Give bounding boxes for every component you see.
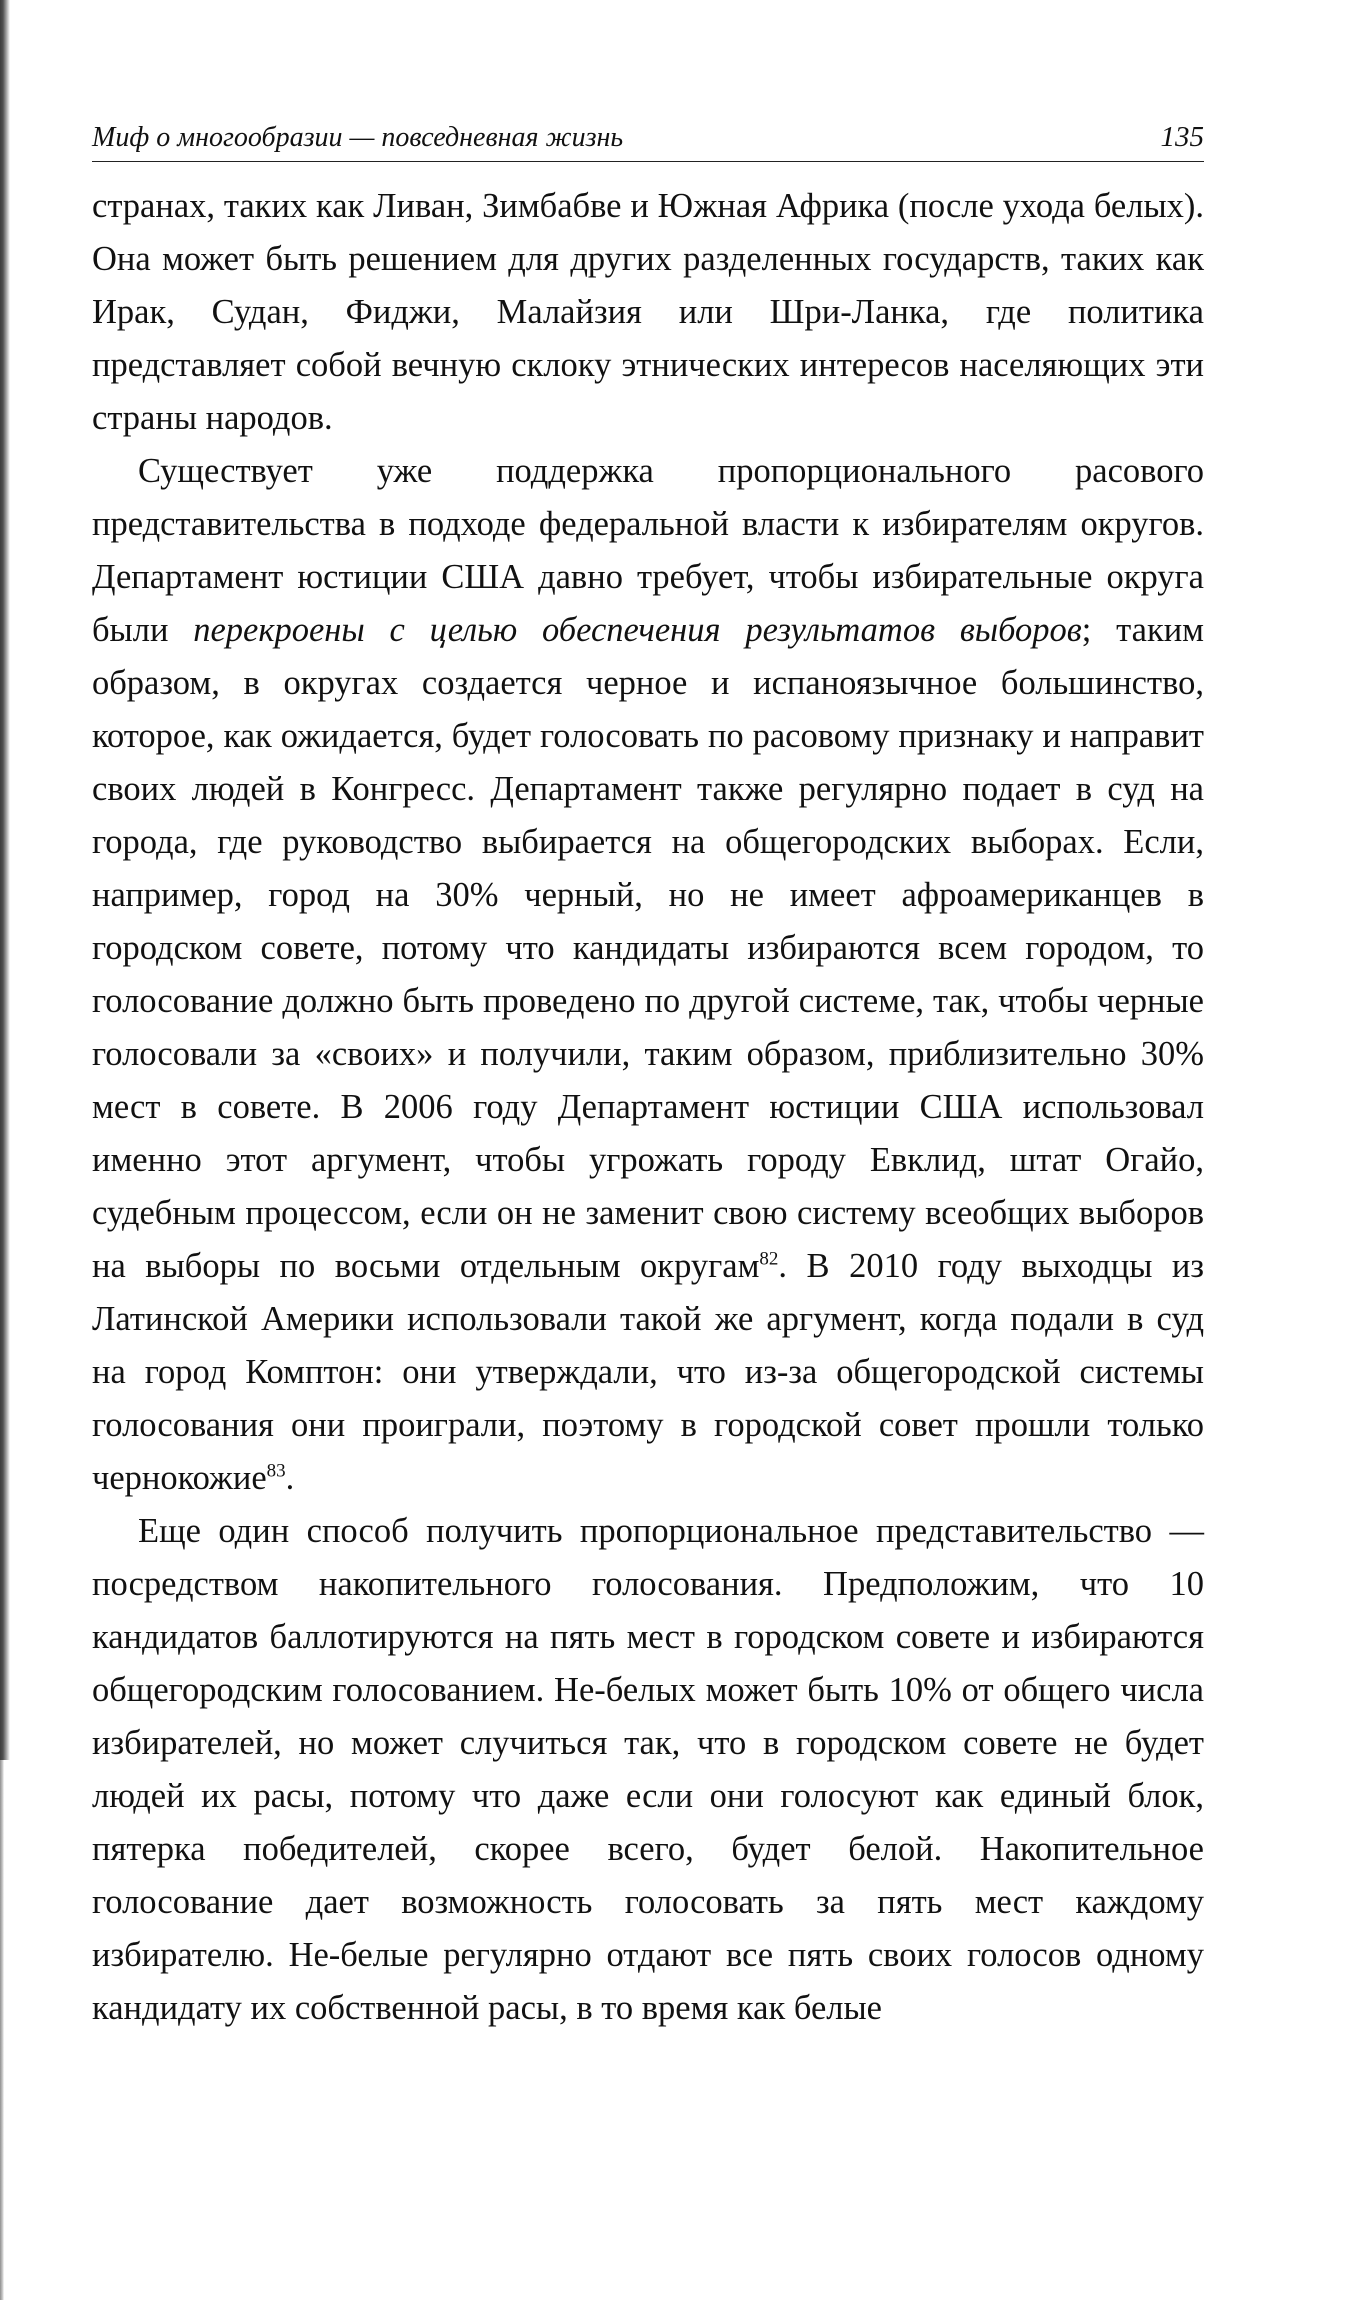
paragraph-3 (92, 1505, 1204, 2035)
running-head (92, 120, 1204, 162)
running-title: Миф о многообразии — повседневная жизнь (92, 122, 624, 153)
text-run: . В 2010 году выходцы из Латинской Америки использовали такой же аргумент, когда подали в суд на город Комптон: они утверждали, что из-за общегородской системы голосования они проиграли, поэтому в городской совет прошли только чернокожие (92, 1247, 1204, 1497)
binding-edge-shadow (0, 0, 10, 1760)
paragraph-2 (92, 445, 1204, 1505)
footnote-ref: 83 (266, 1460, 286, 1482)
italic-phrase: перекроены с целью обеспечения результатов выборов (193, 611, 1082, 649)
text-run: . (285, 1459, 295, 1497)
binding-edge-shadow-lower (0, 1760, 4, 2300)
paragraph-1 (92, 180, 1204, 445)
text-run: Еще один способ получить пропорциональное представительство — посредством накопительного голосования. Предположим, что 10 кандидатов баллотируются на пять мест в городском совете и избираются общегородским голосованием. Не-белых может быть 10% от общего числа избирателей, но может случиться так, что в городском совете не будет людей их расы, потому что даже если они голосуют как единый блок, пятерка победителей, скорее всего, будет белой. Накопительное голосование дает возможность голосовать за пять мест каждому избирателю. Не-белые регулярно отдают все пять своих голосов одному кандидату их собственной расы, в то время как белые (92, 1512, 1204, 2027)
footnote-ref: 82 (759, 1248, 779, 1270)
text-run: ; таким образом, в округах создается черное и испаноязычное большинство, которое, как ожидается, будет голосовать по расовому признаку и направит своих людей в Конгресс. Департамент также регулярно подает в суд на города, где руководство выбирается на общегородских выборах. Если, например, город на 30% черный, но не имеет афроамериканцев в городском совете, потому что кандидаты избираются всем городом, то голосование должно быть проведено по другой системе, так, чтобы черные голосовали за «своих» и получили, таким образом, приблизительно 30% мест в совете. В 2006 году Департамент юстиции США использовал именно этот аргумент, чтобы угрожать городу Евклид, штат Огайо, судебным процессом, если он не заменит свою систему всеобщих выборов на выборы по восьми отдельным округам (92, 611, 1205, 1285)
body-text (92, 180, 1204, 2035)
text-run: Существует уже поддержка пропорционального расового представительства в подходе федеральной власти к избирателям округов. Департамент юстиции США давно требует, чтобы избирательные округа были (92, 452, 1204, 649)
text-run: странах, таких как Ливан, Зимбабве и Южная Африка (после ухода белых). Она может быть решением для других разделенных государств, таких как Ирак, Судан, Фиджи, Малайзия или Шри-Ланка, где политика представляет собой вечную склоку этнических интересов населяющих эти страны народов. (92, 187, 1204, 437)
page-number: 135 (1160, 121, 1204, 153)
book-page (92, 120, 1204, 2035)
